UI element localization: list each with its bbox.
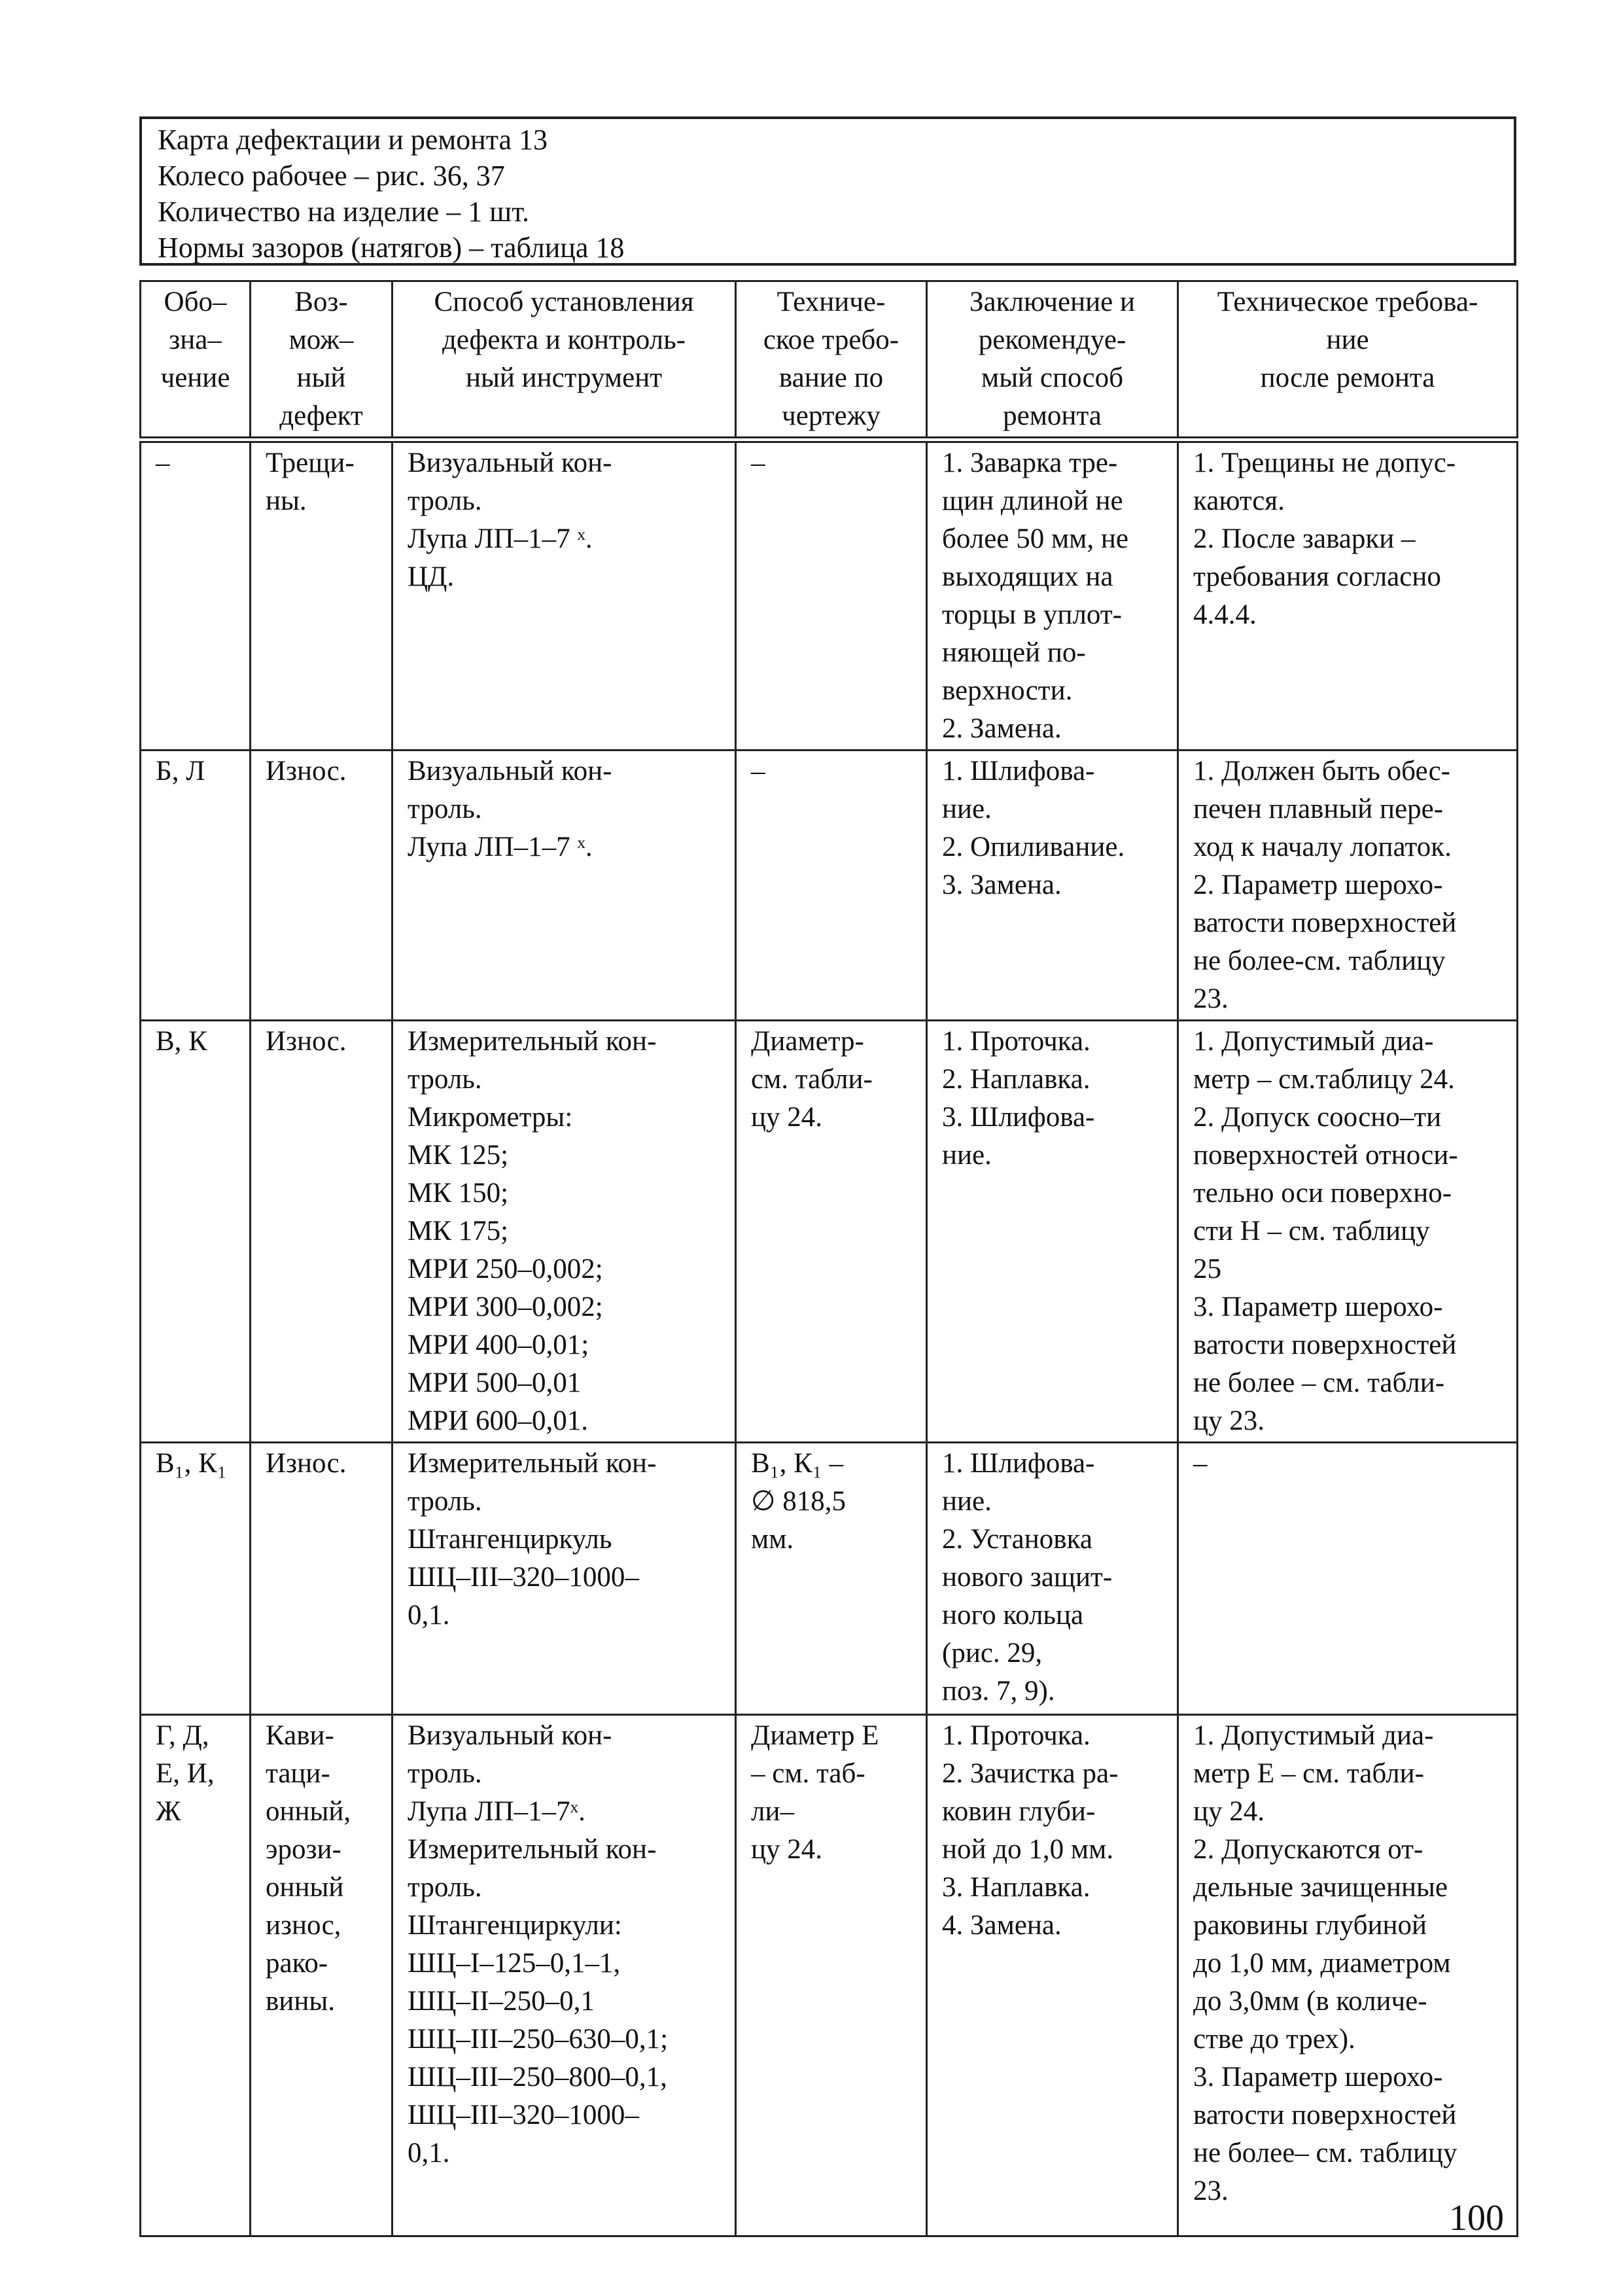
cell-line: 2. Замена. <box>942 713 1062 744</box>
cell-line: таци- <box>266 1758 330 1789</box>
cell-line: вание по <box>778 362 884 393</box>
cell-line: стве до трех). <box>1193 2024 1355 2055</box>
cell-line: МК 125; <box>408 1140 509 1171</box>
cell-line: 3. Наплавка. <box>942 1872 1091 1903</box>
cell-line: онный <box>266 1872 344 1903</box>
table-row <box>141 751 1518 1021</box>
cell-line: – <box>1193 1448 1208 1479</box>
cell-line: ный <box>296 362 346 393</box>
cell-line: 3. Замена. <box>942 870 1062 900</box>
column-header <box>736 281 927 440</box>
cell-drawing-requirement <box>736 440 927 751</box>
cell-repair-method <box>927 1715 1178 2236</box>
cell-line: Ж <box>156 1796 181 1827</box>
cell-line: Заключение и <box>969 287 1136 317</box>
cell-line: ны. <box>266 486 307 516</box>
cell-line: Износ. <box>266 756 347 786</box>
cell-line: ШЦ–III–250–630–0,1; <box>408 2024 669 2055</box>
cell-line: Лупа ЛП–1–7 ˣ. <box>408 523 593 554</box>
cell-line: ЦД. <box>408 561 455 592</box>
table-row <box>141 1715 1518 2236</box>
cell-line: Воз- <box>294 287 348 317</box>
cell-line: вины. <box>266 1986 335 2017</box>
cell-line: ШЦ–III–320–1000– <box>408 2100 639 2130</box>
cell-line: ный инструмент <box>465 362 663 393</box>
table-header-row <box>141 281 1518 440</box>
cell-line: (рис. 29, <box>942 1638 1043 1669</box>
cell-line: тельно оси поверхно- <box>1193 1178 1452 1209</box>
cell-line: МРИ 400–0,01; <box>408 1330 589 1360</box>
cell-line: мож– <box>288 325 354 355</box>
cell-defect <box>251 1715 393 2236</box>
cell-line: ∅ 818,5 <box>751 1486 846 1517</box>
cell-line: 1. Трещины не допус- <box>1193 448 1456 478</box>
cell-line: В₁, К₁ – <box>751 1448 844 1479</box>
defect-table <box>139 280 1518 2237</box>
cell-designation <box>141 1021 251 1443</box>
cell-line: щин длиной не <box>942 486 1123 516</box>
cell-line: 2. Зачистка ра- <box>942 1758 1119 1789</box>
cell-line: 3. Параметр шерохо- <box>1193 1292 1443 1322</box>
cell-line: Визуальный кон- <box>408 1720 612 1751</box>
cell-line: 3. Параметр шерохо- <box>1193 2062 1443 2093</box>
cell-repair-method <box>927 1021 1178 1443</box>
cell-line: ремонта <box>1003 400 1102 431</box>
cell-line: Е, И, <box>156 1758 215 1789</box>
cell-detection-method <box>393 751 736 1021</box>
cell-line: Износ. <box>266 1448 347 1479</box>
clearance-norms-line: Нормы зазоров (натягов) – таблица 18 <box>158 232 625 264</box>
cell-line: троль. <box>408 794 482 824</box>
cell-line: троль. <box>408 486 482 516</box>
cell-line: ние. <box>942 1486 992 1517</box>
cell-line: ние. <box>942 1140 992 1171</box>
cell-post-repair-requirement <box>1178 751 1518 1021</box>
cell-line: 1. Допустимый диа- <box>1193 1026 1434 1057</box>
cell-line: Штангенциркуль <box>408 1524 612 1555</box>
cell-line: 25 <box>1193 1254 1221 1284</box>
cell-line: не более-см. таблицу <box>1193 945 1446 976</box>
cell-detection-method <box>393 1715 736 2236</box>
cell-line: цу 24. <box>751 1102 823 1133</box>
cell-line: В, К <box>156 1026 207 1057</box>
cell-line: 1. Заварка тре- <box>942 448 1118 478</box>
cell-line: 1. Проточка. <box>942 1720 1091 1751</box>
cell-line: см. табли- <box>751 1064 873 1095</box>
cell-line: зна– <box>169 325 222 355</box>
cell-defect <box>251 1021 393 1443</box>
cell-line: до 3,0мм (в количе- <box>1193 1986 1427 2017</box>
card-title: Карта дефектации и ремонта 13 <box>158 124 548 156</box>
cell-line: рако- <box>266 1948 328 1979</box>
cell-line: няющей по- <box>942 637 1086 668</box>
cell-line: троль. <box>408 1486 482 1517</box>
cell-line: троль. <box>408 1758 482 1789</box>
cell-repair-method <box>927 1443 1178 1715</box>
cell-line: МК 175; <box>408 1216 509 1246</box>
cell-line: Диаметр- <box>751 1026 864 1057</box>
cell-line: троль. <box>408 1872 482 1903</box>
cell-line: ватости поверхностей <box>1193 908 1457 938</box>
cell-line: 2. Опиливание. <box>942 832 1125 862</box>
cell-line: мый способ <box>981 362 1123 393</box>
part-name: Колесо рабочее – рис. 36, 37 <box>158 160 505 192</box>
cell-line: чение <box>160 362 230 393</box>
cell-line: троль. <box>408 1064 482 1095</box>
cell-line: нового защит- <box>942 1562 1113 1593</box>
cell-line: Микрометры: <box>408 1102 573 1133</box>
column-header <box>1178 281 1518 440</box>
cell-line: поз. 7, 9). <box>942 1676 1055 1706</box>
cell-line: 2. Наплавка. <box>942 1064 1091 1095</box>
cell-designation <box>141 440 251 751</box>
cell-line: Трещи- <box>266 448 355 478</box>
column-header <box>927 281 1178 440</box>
cell-designation <box>141 1715 251 2236</box>
table-row <box>141 440 1518 751</box>
cell-line: ватости поверхностей <box>1193 1330 1457 1360</box>
cell-designation <box>141 751 251 1021</box>
cell-line: чертежу <box>782 400 881 431</box>
cell-line: цу 24. <box>1193 1796 1265 1827</box>
cell-line: цу 24. <box>751 1834 823 1865</box>
cell-line: 2. После заварки – <box>1193 523 1416 554</box>
cell-line: Кави- <box>266 1720 334 1751</box>
cell-line: требования согласно <box>1193 561 1441 592</box>
cell-repair-method <box>927 751 1178 1021</box>
cell-drawing-requirement <box>736 1021 927 1443</box>
cell-line: 2. Допуск соосно–ти <box>1193 1102 1442 1133</box>
cell-line: износ, <box>266 1910 341 1941</box>
cell-line: ШЦ–I–125–0,1–1, <box>408 1948 621 1979</box>
cell-line: Измерительный кон- <box>408 1834 657 1865</box>
cell-line: метр – см.таблицу 24. <box>1193 1064 1455 1095</box>
cell-line: Измерительный кон- <box>408 1026 657 1057</box>
cell-line: Износ. <box>266 1026 347 1057</box>
cell-post-repair-requirement <box>1178 440 1518 751</box>
cell-line: эрози- <box>266 1834 341 1865</box>
cell-line: верхности. <box>942 675 1073 706</box>
cell-defect <box>251 1443 393 1715</box>
cell-line: Лупа ЛП–1–7ˣ. <box>408 1796 585 1827</box>
cell-line: 2. Установка <box>942 1524 1092 1555</box>
cell-line: более 50 мм, не <box>942 523 1128 554</box>
cell-line: 0,1. <box>408 1600 450 1631</box>
cell-line: метр Е – см. табли- <box>1193 1758 1424 1789</box>
cell-line: ход к началу лопаток. <box>1193 832 1452 862</box>
cell-line: до 1,0 мм, диаметром <box>1193 1948 1451 1979</box>
cell-line: 0,1. <box>408 2138 450 2168</box>
cell-line: дефект <box>279 400 363 431</box>
cell-line: ли– <box>751 1796 794 1827</box>
cell-line: не более– см. таблицу <box>1193 2138 1457 2168</box>
cell-line: каются. <box>1193 486 1285 516</box>
cell-line: ШЦ–III–250–800–0,1, <box>408 2062 667 2093</box>
cell-line: ковин глуби- <box>942 1796 1096 1827</box>
table-row <box>141 1443 1518 1715</box>
cell-line: ШЦ–II–250–0,1 <box>408 1986 595 2017</box>
cell-line: Измерительный кон- <box>408 1448 657 1479</box>
cell-defect <box>251 751 393 1021</box>
cell-line: не более – см. табли- <box>1193 1368 1445 1398</box>
cell-line: дефекта и контроль- <box>442 325 686 355</box>
cell-line: онный, <box>266 1796 351 1827</box>
cell-defect <box>251 440 393 751</box>
cell-line: В₁, К₁ <box>156 1448 227 1479</box>
cell-line: Визуальный кон- <box>408 756 612 786</box>
quantity-line: Количество на изделие – 1 шт. <box>158 196 530 228</box>
cell-line: после ремонта <box>1260 362 1435 393</box>
cell-line: МРИ 500–0,01 <box>408 1368 582 1398</box>
cell-line: рекомендуе- <box>978 325 1126 355</box>
cell-line: 1. Шлифова- <box>942 756 1095 786</box>
cell-line: ной до 1,0 мм. <box>942 1834 1114 1865</box>
cell-line: Обо– <box>164 287 227 317</box>
cell-line: – <box>751 756 765 786</box>
cell-line: ское требо- <box>763 325 899 355</box>
cell-line: – <box>156 448 170 478</box>
cell-line: Диаметр Е <box>751 1720 879 1751</box>
cell-line: Г, Д, <box>156 1720 209 1751</box>
cell-detection-method <box>393 1021 736 1443</box>
cell-line: МК 150; <box>408 1178 509 1209</box>
column-header <box>393 281 736 440</box>
cell-line: торцы в уплот- <box>942 599 1122 630</box>
cell-line: 23. <box>1193 983 1229 1014</box>
cell-line: ние. <box>942 794 992 824</box>
cell-line: мм. <box>751 1524 794 1555</box>
cell-repair-method <box>927 440 1178 751</box>
table-row <box>141 1021 1518 1443</box>
cell-line: Техническое требова- <box>1217 287 1478 317</box>
cell-line: 4.4.4. <box>1193 599 1257 630</box>
cell-line: ного кольца <box>942 1600 1084 1631</box>
cell-line: ШЦ–III–320–1000– <box>408 1562 639 1593</box>
cell-line: 2. Допускаются от- <box>1193 1834 1423 1865</box>
cell-line: Визуальный кон- <box>408 448 612 478</box>
cell-post-repair-requirement <box>1178 1021 1518 1443</box>
cell-drawing-requirement <box>736 751 927 1021</box>
cell-line: 2. Параметр шерохо- <box>1193 870 1443 900</box>
cell-line: 1. Должен быть обес- <box>1193 756 1451 786</box>
cell-line: поверхностей относи- <box>1193 1140 1458 1171</box>
cell-line: – <box>751 448 765 478</box>
cell-line: МРИ 600–0,01. <box>408 1405 588 1436</box>
cell-line: выходящих на <box>942 561 1113 592</box>
cell-line: дельные зачищенные <box>1193 1872 1448 1903</box>
column-header <box>141 281 251 440</box>
cell-line: МРИ 250–0,002; <box>408 1254 603 1284</box>
cell-line: 23. <box>1193 2176 1229 2206</box>
cell-detection-method <box>393 440 736 751</box>
page-number: 100 <box>1449 2198 1504 2238</box>
card-header <box>139 116 1516 266</box>
cell-line: ние <box>1326 325 1369 355</box>
cell-drawing-requirement <box>736 1443 927 1715</box>
cell-post-repair-requirement <box>1178 1715 1518 2236</box>
cell-line: Б, Л <box>156 756 205 786</box>
cell-line: МРИ 300–0,002; <box>408 1292 603 1322</box>
cell-drawing-requirement <box>736 1715 927 2236</box>
cell-detection-method <box>393 1443 736 1715</box>
column-header <box>251 281 393 440</box>
cell-line: цу 23. <box>1193 1405 1265 1436</box>
cell-line: – см. таб- <box>751 1758 865 1789</box>
cell-line: Техниче- <box>777 287 886 317</box>
cell-line: 1. Проточка. <box>942 1026 1091 1057</box>
cell-line: 1. Шлифова- <box>942 1448 1095 1479</box>
cell-line: 4. Замена. <box>942 1910 1062 1941</box>
cell-line: Способ установления <box>434 287 694 317</box>
cell-line: раковины глубиной <box>1193 1910 1427 1941</box>
cell-line: 1. Допустимый диа- <box>1193 1720 1434 1751</box>
cell-line: ватости поверхностей <box>1193 2100 1457 2130</box>
cell-post-repair-requirement <box>1178 1443 1518 1715</box>
cell-designation <box>141 1443 251 1715</box>
cell-line: Лупа ЛП–1–7 ˣ. <box>408 832 593 862</box>
cell-line: Штангенциркули: <box>408 1910 622 1941</box>
cell-line: печен плавный пере- <box>1193 794 1444 824</box>
cell-line: сти Н – см. таблицу <box>1193 1216 1430 1246</box>
cell-line: 3. Шлифова- <box>942 1102 1095 1133</box>
